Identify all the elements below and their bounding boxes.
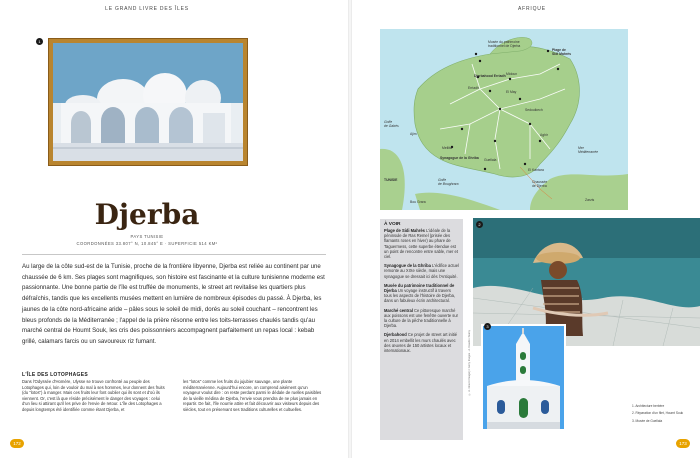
map-label-erriadh: Erriadh xyxy=(468,86,479,90)
sidebar-item xyxy=(384,228,459,259)
photo-credit: © A. Ghezzi Imagery / Getty Images · A. Daudin / Alamy xyxy=(468,330,471,396)
page-number-right: 173 xyxy=(676,439,690,448)
caption-1: 1. Architecture berbère xyxy=(632,404,665,408)
map-label-tunisie: TUNISIE xyxy=(384,178,398,182)
map-label-guellala: Guellala xyxy=(484,158,497,162)
map-label-djerbahood: Djerbahood Erriadh xyxy=(474,74,506,78)
map-label-mer: Mer Méditerranée xyxy=(578,146,598,154)
map-label-midoun: Midoun xyxy=(506,72,518,76)
map-label-plage: Plage de Sidi Mahrès xyxy=(552,48,572,56)
sidebar-item xyxy=(384,308,459,329)
page-number-left: 172 xyxy=(10,439,24,448)
map-label-synagogue: Synagogue de la Ghriba xyxy=(440,156,479,160)
sidebar-item xyxy=(384,263,459,279)
divider xyxy=(22,254,326,255)
photo-number-badge-2: 2 xyxy=(476,221,483,228)
to-see-sidebar xyxy=(380,219,463,440)
painting-berber-architecture xyxy=(53,43,243,161)
running-head-left: LE GRAND LIVRE DES ÎLES xyxy=(105,6,189,12)
map-label-chaussee: Chaussée de Djerba xyxy=(532,180,548,188)
sidebar-item xyxy=(384,283,459,304)
caption-2: 2. Réparation d'un filet, Houmt Souk xyxy=(632,411,684,416)
map-label-mellita: Mellita xyxy=(442,146,452,150)
sidebar-item-text: L'idéale de la péninsule de Ras Remel (prisée des flamants roses en hiver) au phare de Taguermess, cette superbe étendue est un point de rencontre entre sable, mer et ciel. xyxy=(384,228,458,260)
sidebar-item-title: Marché central xyxy=(384,307,413,313)
caption-3: 3. Musée de Guellala xyxy=(632,418,663,423)
sidebar-item-title: Plage de Sidi Mahrès xyxy=(384,228,425,233)
sidebar-item-title: Djerbahood xyxy=(384,332,407,338)
body-column-1: Dans l'Odyssée d'Homère, Ulysse se trouve confronté au peuple des Lotophages qui, loin de vouloir du mal à ses hommes, leur donnent des fruits (du "lotos") à manger. Mais ces fruits leur font oublier qui ils sont et d'où ils viennent. Or, c'est là que réside précisément le danger des voyages : celui d'un lieu si attirant qu'il les prive de l'envie de retour. L'île des Lotophages a depuis longtemps été identifiée comme étant Djerba, et xyxy=(22,379,165,412)
page-title: Djerba xyxy=(94,198,200,231)
map-graphic xyxy=(380,29,628,210)
map-label-golfe-gabes: Golfe de Gabès xyxy=(384,120,399,128)
coordinates-meta: COORDONNÉES 33.807° N, 10.845° E · SUPERFICIE 514 KM² xyxy=(76,241,218,246)
body-column-2: les "lotos" comme les fruits du jujubier sauvage, une plante méditerranéenne. Aujourd'hui encore, on comprend aisément qu'un voyageur voulut dire : on reste perdant parmi le dédale de ruelles paisibles de la vieille médina de Djerba, l'envie vous prendra de ne plus jamais en repartir. De fait, l'île nourrie attire et fait découvrir aux visiteurs depuis des siècles, tout en préservant ses traditions culturelles et cultuelles. xyxy=(183,379,322,412)
right-page xyxy=(350,0,700,458)
sidebar-item-text: Ce pittoresque marché aux poissons est une fenêtre ouverte sur la culture de la pêche traditionnelle à Djerba. xyxy=(384,307,458,329)
sidebar-heading: À VOIR xyxy=(384,222,401,227)
painting-illustration xyxy=(53,43,243,161)
mosque-illustration xyxy=(483,326,564,429)
map-label-el-kantara: El Kantara xyxy=(528,168,544,172)
intro-paragraph: Au large de la côte sud-est de la Tunisie, proche de la frontière libyenne, Djerba est reliée au continent par une chaussée de 6 km. Ses plages sont magnifiques, son histoire est fascinante et la culture tunisienne moderne est passionnante. Une bonne partie de l'île est truffée de monuments, le street art revitalise les quartiers plus défraîchis, tandis que les excellents musées mettent en lumière de nombreux épisodes du passé. À Djerba, les jaunes de la côte nord-africaine aride – pâles sous le soleil de midi, dorés au soleil couchant – rencontrent les bleus profonds de la Méditerranée ; l'appel de la prière résonne entre les toits-terrasses chaulés tandis qu'au marché central de Houmt Souk, les cris des poissonniers accompagnent parfaitement un repas local : kebab grillé, calamars farcis ou un savoureux riz fumant. xyxy=(22,263,325,345)
photo-guellala-mosque xyxy=(481,324,566,431)
map-label-ajim: Ajim xyxy=(410,132,417,136)
map-label-el-may: El May xyxy=(506,90,517,94)
sidebar-item-text: Ce projet de street art initié en 2014 embellit les murs chaulés avec des œuvres de 150 artistes locaux et internationaux. xyxy=(384,332,458,354)
sidebar-item-title: Synagogue de la Ghriba xyxy=(384,263,431,269)
sidebar-item-text: L'édifice actuel remonte au XIXe siècle, mais une synagogue se dressait ici dès l'Antiquité. xyxy=(384,263,459,279)
sidebar-item-text: Un voyage instructif à travers tous les aspects de l'histoire de Djerba, dans un fabuleux écrin architectural. xyxy=(384,288,456,304)
map-label-aghir: Aghir xyxy=(540,133,548,137)
djerba-map xyxy=(380,29,628,210)
map-label-bou-grara: Bou Grara xyxy=(410,200,426,204)
photo-number-badge: 1 xyxy=(36,38,43,45)
sidebar-item-title: Musée du patrimoine traditionnel de Djerba xyxy=(384,282,455,294)
map-label-musee: Musée du patrimoine traditionnel de Djerba xyxy=(488,40,521,48)
map-label-zarzis: Zarzis xyxy=(585,198,595,202)
country-meta: PAYS TUNISIE xyxy=(130,234,164,239)
section-heading: L'ÎLE DES LOTOPHAGES xyxy=(22,372,88,378)
photo-number-badge-3: 3 xyxy=(484,323,491,330)
running-head-right: AFRIQUE xyxy=(518,6,546,12)
painting-frame xyxy=(48,38,248,166)
sidebar-item xyxy=(384,332,459,353)
map-label-golfe-boughrara: Golfe de Boughrara xyxy=(438,178,459,186)
map-label-sedouikech: Sedouikech xyxy=(525,108,543,112)
photo-captions xyxy=(632,404,692,426)
